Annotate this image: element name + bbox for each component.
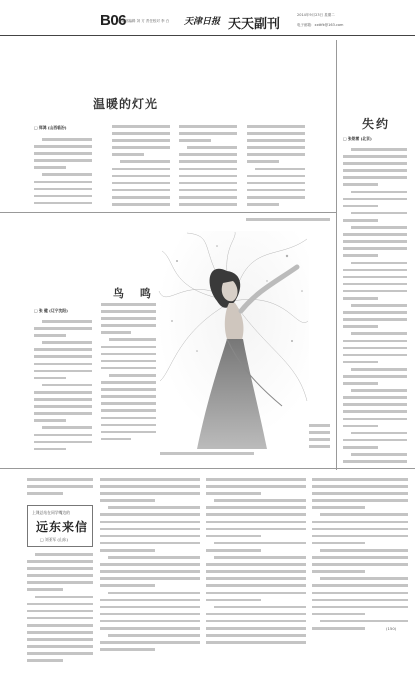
article-body-lamp-col1 (34, 138, 92, 210)
feature-callout-box (27, 505, 93, 547)
article-body-bird-col2 (101, 303, 156, 465)
callout-author: □ 刘亚军 (山东) (40, 537, 68, 542)
newspaper-logo: 天津日报 (184, 17, 221, 27)
article-body-appointment (343, 148, 407, 466)
divider (0, 212, 336, 213)
dancer-photo (157, 231, 309, 449)
callout-pretitle: 上课总站在同学嘴边的 (32, 510, 70, 515)
article-body-bird-upper (246, 218, 330, 230)
page-header (0, 0, 415, 36)
article-title-bird: 鸟 鸣 (113, 287, 157, 300)
article-body-bird-col1 (34, 320, 92, 465)
divider (0, 468, 415, 469)
article-body-letter-col1 (27, 553, 93, 671)
article-body-lamp-col4 (247, 125, 305, 210)
footnote-number: (150) (386, 626, 397, 631)
article-body-letter-col4 (312, 478, 408, 671)
section-title: 天天副刊 (228, 17, 281, 32)
article-body-lamp-col2 (112, 125, 170, 210)
article-body-letter-col3 (206, 478, 306, 671)
contact-email: 电子邮箱：xxttfk@163.com (297, 23, 344, 27)
byline-bird: □ 张 健 (辽宁沈阳) (34, 308, 68, 313)
article-title-lamp: 温暖的灯光 (93, 97, 159, 111)
article-title-appointment: 失约 (362, 117, 391, 131)
byline-lamp: □ 郑鸿 (山西临汾) (34, 125, 67, 130)
byline-appointment: □ 张铭雪 (北京) (343, 136, 372, 141)
article-body-letter-col0 (27, 478, 93, 500)
callout-title: 远东来信 (36, 520, 89, 534)
page-number: B06 (100, 12, 127, 29)
issue-date: 2014年9月23日 星期二 (297, 13, 335, 17)
article-body-lamp-col3 (179, 125, 237, 210)
section-info: 新闻部编辑 刘 方 责任校对 李 白 (118, 19, 170, 23)
divider (336, 40, 337, 470)
article-body-letter-col2 (100, 478, 200, 671)
